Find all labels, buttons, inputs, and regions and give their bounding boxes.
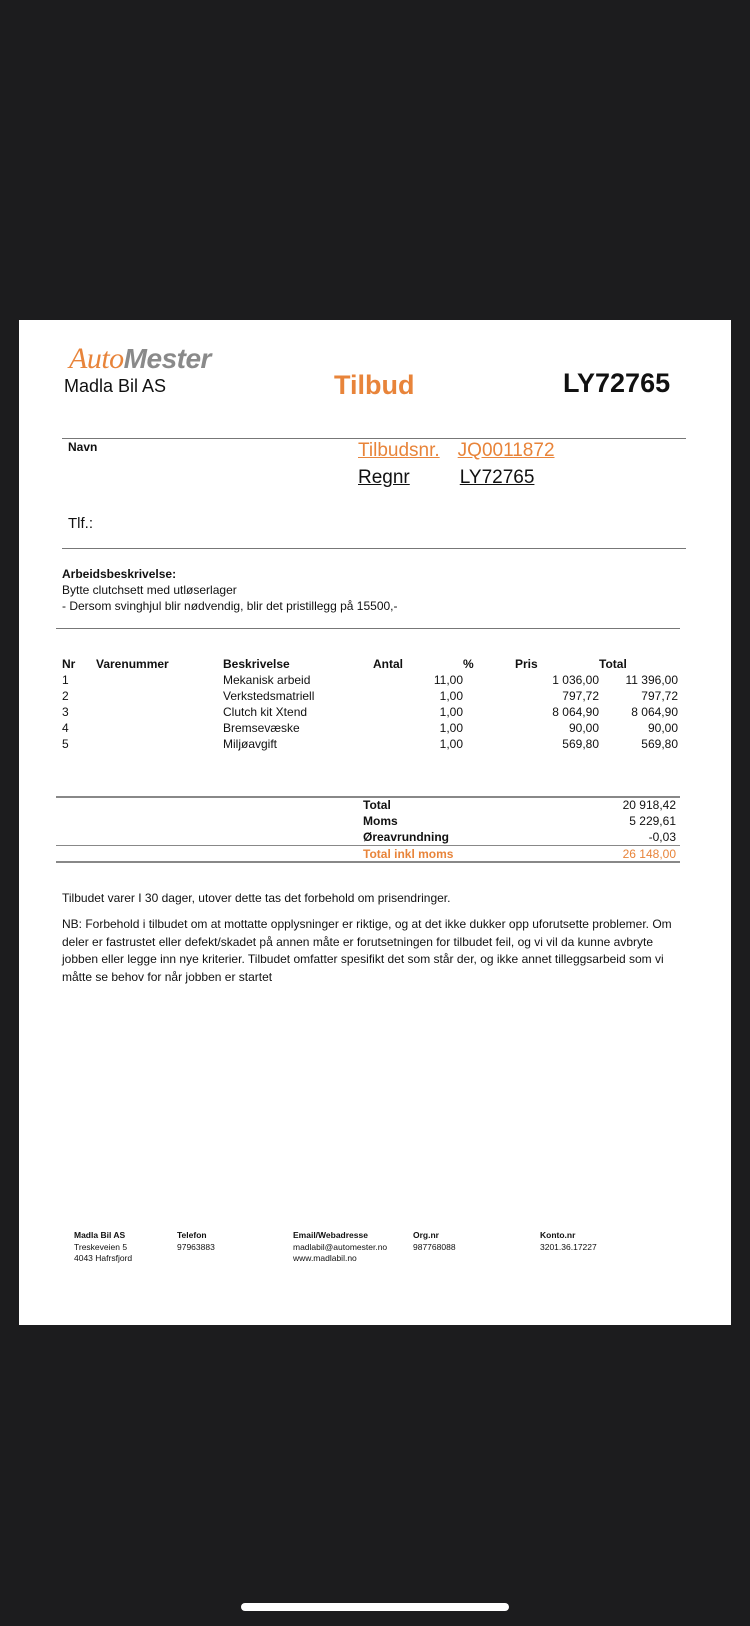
footer-phone-number: 97963883 — [177, 1241, 215, 1252]
total-incl-vat-value: 26 148,00 — [622, 847, 676, 861]
table-row — [62, 672, 678, 688]
cell-percent — [463, 720, 515, 736]
cell-quantity: 1,00 — [439, 705, 463, 719]
cell-percent — [463, 672, 515, 688]
rounding-label: Øreavrundning — [363, 830, 450, 844]
cell-total: 8 064,90 — [631, 705, 678, 719]
work-description-heading: Arbeidsbeskrivelse: — [62, 567, 177, 581]
cell-price: 1 036,00 — [552, 673, 599, 687]
cell-total: 11 396,00 — [625, 673, 678, 687]
work-description-line: - Dersom svinghjul blir nødvendig, blir det pristillegg på 15500,- — [62, 599, 398, 613]
footer-company-title: Madla Bil AS — [74, 1230, 126, 1240]
table-row — [62, 720, 678, 736]
cell-item-number — [96, 688, 223, 704]
cell-quantity: 1,00 — [439, 721, 463, 735]
cell-item-number — [96, 720, 223, 736]
table-row — [62, 688, 678, 704]
total-label: Total — [363, 798, 391, 812]
column-header: Varenummer — [96, 657, 169, 671]
footer-website: www.madlabil.no — [293, 1253, 357, 1263]
cell-nr: 4 — [62, 721, 69, 735]
phone-label: Tlf.: — [68, 515, 93, 532]
divider — [62, 548, 686, 549]
total-incl-vat-label: Total inkl moms — [363, 847, 454, 861]
cell-description: Clutch kit Xtend — [223, 705, 308, 719]
automester-logo: AutoMester — [69, 342, 211, 375]
document-title: Tilbud — [334, 370, 415, 400]
footer-org-title: Org.nr — [413, 1230, 439, 1240]
column-header: Pris — [515, 657, 538, 671]
cell-total: 569,80 — [641, 737, 678, 751]
footer-postal: 4043 Hafrsfjord — [74, 1253, 133, 1263]
cell-quantity: 1,00 — [439, 689, 463, 703]
column-header: Nr — [62, 657, 76, 671]
validity-note: Tilbudet varer I 30 dager, utover dette tas det forbehold om prisendringer. — [62, 891, 451, 905]
cell-nr: 5 — [62, 737, 69, 751]
table-row — [62, 704, 678, 720]
footer-account — [540, 1230, 597, 1253]
cell-percent — [463, 736, 515, 752]
cell-description: Bremsevæske — [223, 721, 300, 735]
total-value: 20 918,42 — [622, 798, 676, 812]
divider — [56, 628, 680, 629]
company-name: Madla Bil AS — [64, 376, 167, 396]
name-label: Navn — [68, 440, 98, 454]
registration-number-header: LY72765 — [563, 368, 671, 398]
footer-phone — [177, 1230, 215, 1253]
column-header: % — [463, 657, 474, 671]
footer-company — [74, 1230, 132, 1265]
line-items-table — [62, 656, 678, 752]
cell-nr: 2 — [62, 689, 69, 703]
footer-account-number: 3201.36.17227 — [540, 1241, 597, 1252]
footer-org-number: 987768088 — [413, 1241, 456, 1252]
cell-item-number — [96, 672, 223, 688]
footer-org — [413, 1230, 456, 1253]
divider — [56, 861, 680, 863]
cell-nr: 1 — [62, 673, 69, 687]
cell-total: 90,00 — [647, 721, 678, 735]
column-header: Beskrivelse — [223, 657, 290, 671]
cell-item-number — [96, 704, 223, 720]
cell-description: Miljøavgift — [223, 737, 278, 751]
table-row — [62, 736, 678, 752]
footer-email-title: Email/Webadresse — [293, 1230, 368, 1240]
footer-account-title: Konto.nr — [540, 1230, 576, 1240]
cell-nr: 3 — [62, 705, 69, 719]
cell-quantity: 11,00 — [433, 673, 463, 687]
cell-price: 569,80 — [562, 737, 599, 751]
cell-price: 90,00 — [568, 721, 599, 735]
quote-number: Tilbudsnr. JQ0011872 — [358, 440, 555, 461]
divider — [62, 438, 686, 439]
rounding-value: -0,03 — [648, 830, 676, 844]
cell-description: Mekanisk arbeid — [223, 673, 311, 687]
vat-value: 5 229,61 — [629, 814, 676, 828]
divider — [56, 845, 680, 846]
cell-description: Verkstedsmatriell — [223, 689, 315, 703]
cell-price: 8 064,90 — [552, 705, 599, 719]
cell-price: 797,72 — [562, 689, 599, 703]
column-header: Antal — [373, 657, 403, 671]
document-page — [19, 320, 731, 1325]
cell-total: 797,72 — [641, 689, 678, 703]
footer-email-address: madlabil@automester.no — [293, 1241, 388, 1252]
cell-item-number — [96, 736, 223, 752]
footer-address: Treskeveien 5 — [74, 1241, 128, 1252]
home-indicator[interactable] — [241, 1603, 509, 1611]
footer-phone-title: Telefon — [177, 1230, 207, 1240]
column-header: Total — [599, 657, 627, 671]
cell-quantity: 1,00 — [439, 737, 463, 751]
work-description-line: Bytte clutchsett med utløserlager — [62, 583, 237, 597]
footer-email — [293, 1230, 387, 1265]
registration-number: Regnr LY72765 — [358, 467, 535, 488]
vat-label: Moms — [363, 814, 398, 828]
disclaimer-note: NB: Forbehold i tilbudet om at mottatte opplysninger er riktige, og at det ikke dukker opp uforutsette problemer. Om deler er fastrustet eller defekt/skadet på annen måte er forutsetningen for tilbudet feil, og vi vil da kunne avbryte jobben eller legge inn nye kriterier. Tilbudet omfatter spesifikt det som står der, og ikke annet tilleggsarbeid som vi måtte se behov for når jobben er startet — [62, 917, 672, 984]
cell-percent — [463, 704, 515, 720]
cell-percent — [463, 688, 515, 704]
table-header-row — [62, 656, 678, 672]
